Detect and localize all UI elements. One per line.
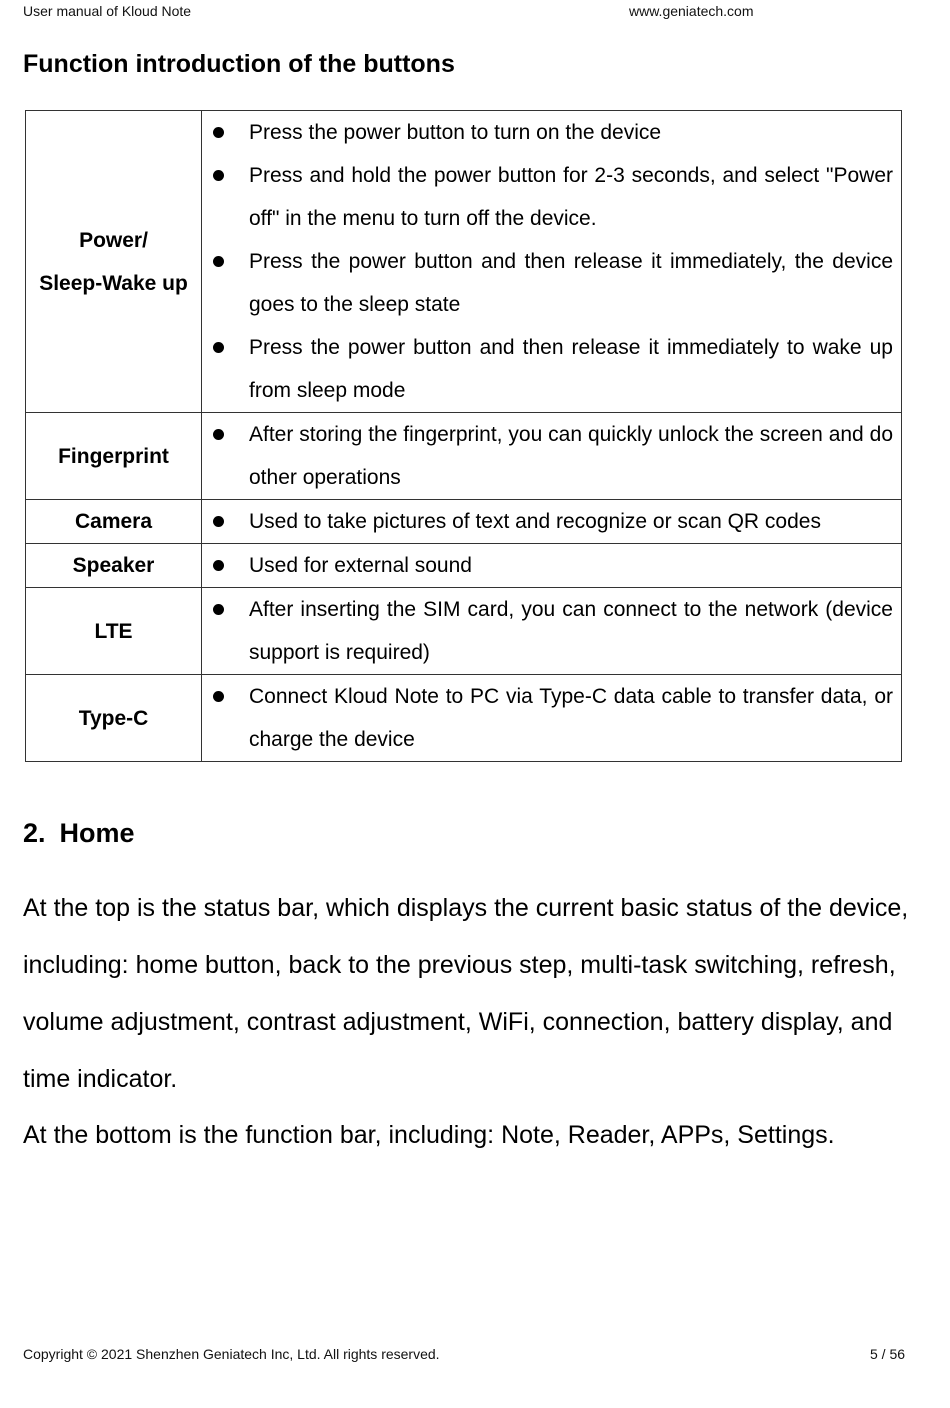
button-description-cell (202, 675, 902, 762)
bullet-icon (213, 127, 224, 138)
home-title: Home (59, 818, 135, 848)
button-name-cell (26, 500, 202, 544)
list-item (202, 500, 893, 543)
button-name: Camera (74, 510, 153, 533)
list-item (202, 675, 893, 761)
table-row (26, 675, 902, 762)
header-website: www.geniatech.com (629, 3, 754, 19)
header-manual-title: User manual of Kloud Note (23, 3, 192, 19)
button-name: Fingerprint (58, 444, 169, 468)
table-row (26, 413, 902, 500)
list-item (202, 111, 893, 154)
button-name-cell (26, 413, 202, 500)
list-item (202, 326, 893, 412)
bullet-icon (213, 170, 224, 181)
button-name-cell (26, 544, 202, 588)
bullet-text: Used for external sound (249, 554, 472, 577)
button-name: Type-C (78, 706, 149, 730)
table-row (26, 544, 902, 588)
bullet-text: Press the power button and then release it immediately to wake up from sleep mode (249, 336, 893, 402)
bullet-icon (213, 429, 224, 440)
button-description-cell (202, 111, 902, 413)
bullet-text: Press the power button to turn on the device (249, 121, 662, 144)
bullet-text: Connect Kloud Note to PC via Type-C data cable to transfer data, or charge the device (249, 685, 893, 751)
list-item (202, 544, 893, 587)
table-row (26, 500, 902, 544)
list-item (202, 413, 893, 499)
button-name-cell (26, 588, 202, 675)
bullet-text: Press and hold the power button for 2-3 seconds, and select "Power off" in the menu to turn off the device. (249, 164, 893, 230)
button-name-cell (26, 111, 202, 413)
button-name-cell (26, 675, 202, 762)
footer-page-number: 5 / 56 (870, 1346, 906, 1362)
button-description-cell (202, 413, 902, 500)
list-item (202, 240, 893, 326)
list-item (202, 154, 893, 240)
buttons-table (25, 110, 902, 762)
list-item (202, 588, 893, 674)
button-description-cell (202, 544, 902, 588)
home-paragraph-status-bar: At the top is the status bar, which displays the current basic status of the device, including: home button, back to the previous step, multi-task switching, refresh, volume adjustment, contrast adjustment, WiFi, connection, battery display, and time indicator. (23, 894, 909, 1093)
button-description-cell (202, 588, 902, 675)
bullet-icon (213, 516, 224, 527)
button-name: Speaker (72, 554, 155, 577)
bullet-icon (213, 342, 224, 353)
bullet-icon (213, 691, 224, 702)
bullet-text: After storing the fingerprint, you can quickly unlock the screen and do other operations (249, 423, 893, 489)
button-name: Sleep-Wake up (39, 271, 188, 295)
bullet-text: After inserting the SIM card, you can connect to the network (device support is required) (249, 598, 893, 664)
button-name: LTE (94, 619, 133, 643)
bullet-icon (213, 256, 224, 267)
button-name: Power/ (79, 228, 148, 252)
bullet-text: Press the power button and then release it immediately, the device goes to the sleep state (249, 250, 893, 316)
bullet-icon (213, 604, 224, 615)
home-paragraph-function-bar: At the bottom is the function bar, including: Note, Reader, APPs, Settings. (23, 1121, 835, 1149)
home-section-number: 2. (23, 818, 46, 848)
footer-copyright: Copyright © 2021 Shenzhen Geniatech Inc, Ltd. All rights reserved. (23, 1346, 440, 1362)
button-description-cell (202, 500, 902, 544)
home-heading (23, 818, 135, 849)
section-title: Function introduction of the buttons (23, 50, 455, 78)
table-row (26, 588, 902, 675)
table-row (26, 111, 902, 413)
bullet-icon (213, 560, 224, 571)
bullet-text: Used to take pictures of text and recognize or scan QR codes (249, 510, 821, 533)
